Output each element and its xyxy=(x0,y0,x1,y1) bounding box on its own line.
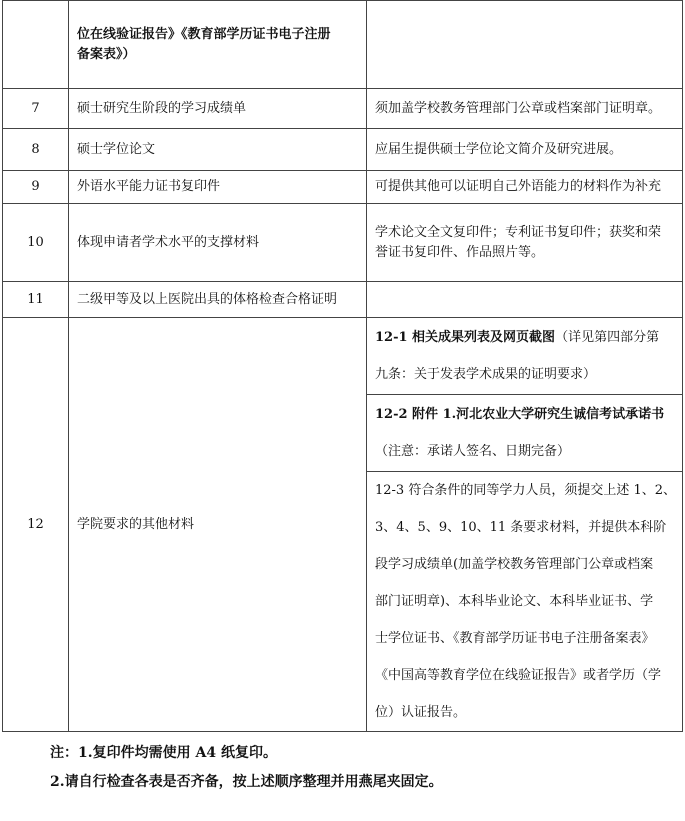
sub-line: 段学习成绩单(加盖学校教务管理部门公章或档案 xyxy=(375,557,654,572)
footnote-1: 注：1.复印件均需使用 A4 纸复印。 xyxy=(50,745,277,761)
table-row xyxy=(3,318,683,732)
num-cell: 7 xyxy=(3,89,69,129)
note-cell xyxy=(367,282,683,318)
table-row xyxy=(3,89,683,129)
num-cell: 8 xyxy=(3,129,69,171)
name-cell: 外语水平能力证书复印件 xyxy=(69,171,367,204)
note-cell xyxy=(367,204,683,282)
name-cell: 硕士学位论文 xyxy=(69,129,367,171)
note-cell: 须加盖学校教务管理部门公章或档案部门证明章。 xyxy=(367,89,683,129)
num-cell: 11 xyxy=(3,282,69,318)
name-cell xyxy=(69,1,367,89)
num-cell xyxy=(3,1,69,89)
materials-table xyxy=(2,0,683,732)
sub-line: 九条：关于发表学术成果的证明要求） xyxy=(375,367,597,382)
name-line: 备案表》） xyxy=(77,46,136,62)
table-row xyxy=(3,171,683,204)
sub-line: 位）认证报告。 xyxy=(375,705,467,720)
sub-item-12-3 xyxy=(367,471,682,731)
num-cell: 10 xyxy=(3,204,69,282)
num-cell: 9 xyxy=(3,171,69,204)
note-cell xyxy=(367,318,683,732)
note-line: 学术论文全文复印件；专利证书复印件；获奖和荣 xyxy=(375,224,662,240)
sub-item-text: （详见第四部分第 xyxy=(555,330,660,345)
name-cell: 体现申请者学术水平的支撑材料 xyxy=(69,204,367,282)
name-cell: 硕士研究生阶段的学习成绩单 xyxy=(69,89,367,129)
sub-line: （注意：承诺人签名、日期完备） xyxy=(375,444,571,459)
name-line: 位在线验证报告》《教育部学历证书电子注册 xyxy=(77,26,331,42)
sub-line: 3、4、5、9、10、11 条要求材料，并提供本科阶 xyxy=(375,520,667,535)
sub-line: 12-3 符合条件的同等学力人员，须提交上述 1、2、 xyxy=(375,483,677,498)
table-row xyxy=(3,129,683,171)
name-cell: 二级甲等及以上医院出具的体格检查合格证明 xyxy=(69,282,367,318)
sub-item-12-1 xyxy=(367,318,682,394)
table-row-continued xyxy=(3,1,683,89)
sub-line xyxy=(375,319,678,356)
footnote-2: 2.请自行检查各表是否齐备，按上述顺序整理并用燕尾夹固定。 xyxy=(50,774,443,790)
num-cell: 12 xyxy=(3,318,69,732)
table-row xyxy=(3,282,683,318)
sub-line: 士学位证书、《教育部学历证书电子注册备案表》 xyxy=(375,631,655,646)
table-row xyxy=(3,204,683,282)
sub-line: 部门证明章)、本科毕业论文、本科毕业证书、学 xyxy=(375,594,654,609)
sub-item-label: 12-2 附件 1.河北农业大学研究生诚信考试承诺书 xyxy=(375,407,665,422)
sub-item-12-2 xyxy=(367,394,682,471)
note-cell xyxy=(367,1,683,89)
sub-line: 《中国高等教育学位在线验证报告》或者学历（学 xyxy=(375,668,662,683)
note-cell: 可提供其他可以证明自己外语能力的材料作为补充 xyxy=(367,171,683,204)
name-cell: 学院要求的其他材料 xyxy=(69,318,367,732)
sub-item-label: 12-1 相关成果列表及网页截图 xyxy=(375,330,556,345)
note-cell: 应届生提供硕士学位论文简介及研究进展。 xyxy=(367,129,683,171)
note-line: 誉证书复印件、作品照片等。 xyxy=(375,244,545,260)
